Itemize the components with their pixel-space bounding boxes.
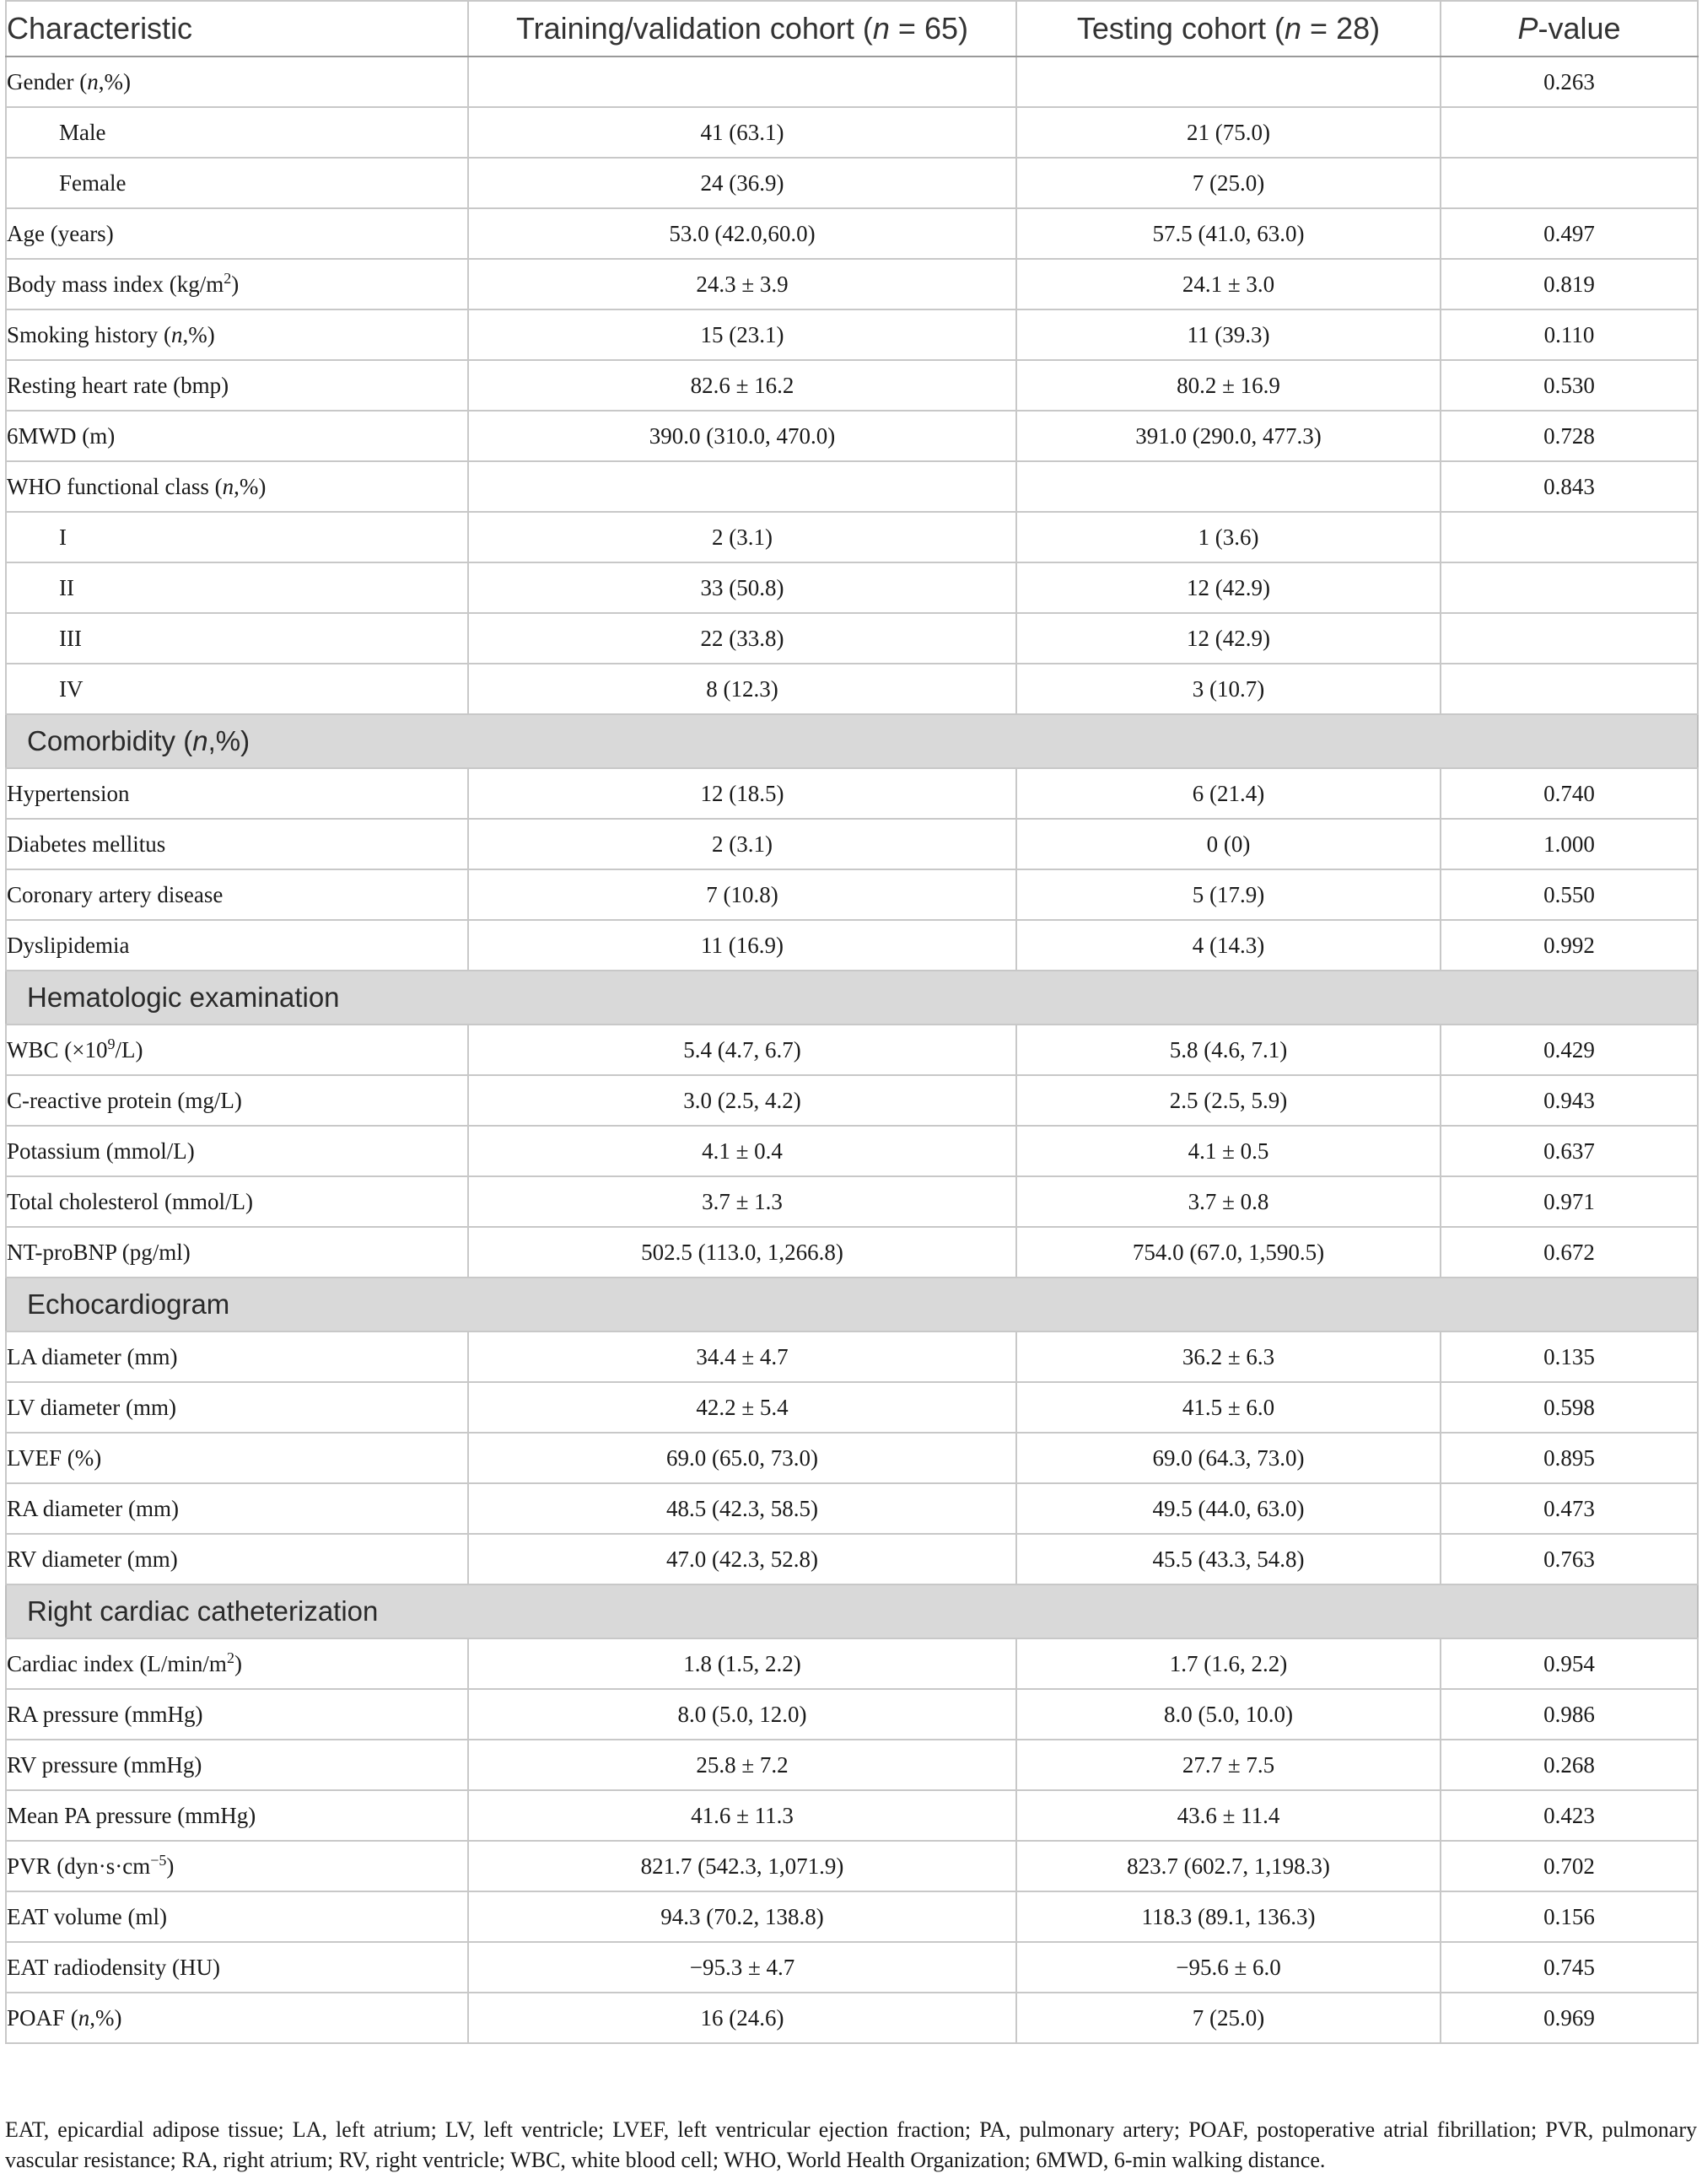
header-training-suffix: = 65) — [889, 11, 968, 46]
testing-cohort-cell: 5 (17.9) — [1016, 869, 1441, 920]
training-cohort-cell: 69.0 (65.0, 73.0) — [468, 1433, 1016, 1483]
header-training-n: n — [872, 11, 890, 46]
table-row — [6, 56, 1698, 107]
row-label-italic: n — [171, 321, 183, 347]
table-row — [6, 1483, 1698, 1534]
training-cohort-cell: 24.3 ± 3.9 — [468, 259, 1016, 309]
row-label-tail: ) — [231, 271, 240, 297]
testing-cohort-cell: 4.1 ± 0.5 — [1016, 1126, 1441, 1176]
row-label-tail: ,%) — [207, 725, 250, 756]
training-cohort-cell: 94.3 (70.2, 138.8) — [468, 1891, 1016, 1942]
p-value-cell: 0.637 — [1441, 1126, 1698, 1176]
p-value-cell: 0.497 — [1441, 208, 1698, 259]
p-value-cell: 0.971 — [1441, 1176, 1698, 1227]
training-cohort-cell: 34.4 ± 4.7 — [468, 1331, 1016, 1382]
row-label-text: Coronary artery disease — [7, 881, 224, 907]
p-value-cell — [1441, 562, 1698, 613]
testing-cohort-cell: 391.0 (290.0, 477.3) — [1016, 411, 1441, 461]
characteristic-cell — [6, 819, 468, 869]
characteristic-cell — [6, 1075, 468, 1126]
row-label-text: Age (years) — [7, 220, 114, 246]
characteristic-cell — [6, 158, 468, 208]
row-label-text: Echocardiogram — [27, 1288, 230, 1320]
training-cohort-cell: 8.0 (5.0, 12.0) — [468, 1689, 1016, 1740]
p-value-cell: 0.423 — [1441, 1790, 1698, 1841]
testing-cohort-cell: 6 (21.4) — [1016, 768, 1441, 819]
header-p-value — [1441, 1, 1698, 56]
training-cohort-cell: 5.4 (4.7, 6.7) — [468, 1025, 1016, 1075]
p-value-cell: 0.969 — [1441, 1993, 1698, 2043]
row-label-text: LA diameter (mm) — [7, 1343, 178, 1369]
characteristic-cell — [6, 1790, 468, 1841]
testing-cohort-cell: 5.8 (4.6, 7.1) — [1016, 1025, 1441, 1075]
row-label-text: Body mass index (kg/m — [7, 271, 224, 297]
row-label-text: EAT radiodensity (HU) — [7, 1954, 220, 1980]
testing-cohort-cell: 36.2 ± 6.3 — [1016, 1331, 1441, 1382]
testing-cohort-cell: 8.0 (5.0, 10.0) — [1016, 1689, 1441, 1740]
characteristic-cell — [6, 56, 468, 107]
table-row — [6, 1740, 1698, 1790]
training-cohort-cell: 2 (3.1) — [468, 512, 1016, 562]
table-subrow — [6, 107, 1698, 158]
p-value-cell: 0.943 — [1441, 1075, 1698, 1126]
training-cohort-cell: 15 (23.1) — [468, 309, 1016, 360]
row-label-italic: n — [87, 68, 99, 94]
row-label-italic: n — [222, 473, 234, 499]
p-value-cell: 0.819 — [1441, 259, 1698, 309]
training-cohort-cell: −95.3 ± 4.7 — [468, 1942, 1016, 1993]
table-row — [6, 208, 1698, 259]
characteristic-cell — [6, 309, 468, 360]
training-cohort-cell: 41 (63.1) — [468, 107, 1016, 158]
testing-cohort-cell: 3 (10.7) — [1016, 664, 1441, 714]
testing-cohort-cell: 3.7 ± 0.8 — [1016, 1176, 1441, 1227]
testing-cohort-cell — [1016, 56, 1441, 107]
section-header-row — [6, 971, 1698, 1025]
p-value-cell: 0.992 — [1441, 920, 1698, 971]
p-value-cell — [1441, 512, 1698, 562]
p-value-cell — [1441, 158, 1698, 208]
testing-cohort-cell: 57.5 (41.0, 63.0) — [1016, 208, 1441, 259]
table-row — [6, 1638, 1698, 1689]
p-value-cell: 0.986 — [1441, 1689, 1698, 1740]
training-cohort-cell: 3.0 (2.5, 4.2) — [468, 1075, 1016, 1126]
testing-cohort-cell: 12 (42.9) — [1016, 562, 1441, 613]
table-row — [6, 1993, 1698, 2043]
training-cohort-cell: 2 (3.1) — [468, 819, 1016, 869]
row-label-text: RV pressure (mmHg) — [7, 1751, 202, 1778]
training-cohort-cell: 25.8 ± 7.2 — [468, 1740, 1016, 1790]
table-row — [6, 768, 1698, 819]
header-p-italic: P — [1517, 11, 1538, 46]
row-label-text: Hypertension — [7, 780, 130, 806]
row-label-text: II — [59, 574, 74, 600]
header-row — [6, 1, 1698, 56]
row-label-text: Male — [59, 119, 106, 145]
row-label-text: Dyslipidemia — [7, 932, 130, 958]
row-label-tail: ,%) — [89, 2004, 122, 2031]
table-row — [6, 1025, 1698, 1075]
characteristic-cell — [6, 1841, 468, 1891]
testing-cohort-cell: 4 (14.3) — [1016, 920, 1441, 971]
training-cohort-cell: 1.8 (1.5, 2.2) — [468, 1638, 1016, 1689]
table-row — [6, 869, 1698, 920]
testing-cohort-cell — [1016, 461, 1441, 512]
training-cohort-cell: 7 (10.8) — [468, 869, 1016, 920]
table-row — [6, 819, 1698, 869]
row-label-tail: ) — [234, 1650, 242, 1676]
header-characteristic: Characteristic — [6, 1, 468, 56]
table-row — [6, 1942, 1698, 1993]
training-cohort-cell: 53.0 (42.0,60.0) — [468, 208, 1016, 259]
table-row — [6, 461, 1698, 512]
characteristic-cell — [6, 461, 468, 512]
table-row — [6, 1176, 1698, 1227]
training-cohort-cell: 821.7 (542.3, 1,071.9) — [468, 1841, 1016, 1891]
p-value-cell: 0.473 — [1441, 1483, 1698, 1534]
testing-cohort-cell: 7 (25.0) — [1016, 1993, 1441, 2043]
table-row — [6, 309, 1698, 360]
row-label-text: Total cholesterol (mmol/L) — [7, 1188, 254, 1214]
section-header-row — [6, 1584, 1698, 1638]
header-p-suffix: -value — [1538, 11, 1621, 46]
training-cohort-cell: 16 (24.6) — [468, 1993, 1016, 2043]
table-row — [6, 1891, 1698, 1942]
row-label-italic: n — [192, 725, 208, 756]
p-value-cell: 0.895 — [1441, 1433, 1698, 1483]
training-cohort-cell: 24 (36.9) — [468, 158, 1016, 208]
row-label-text: Comorbidity ( — [27, 725, 193, 756]
section-title — [6, 971, 1698, 1025]
testing-cohort-cell: 45.5 (43.3, 54.8) — [1016, 1534, 1441, 1584]
p-value-cell: 0.702 — [1441, 1841, 1698, 1891]
testing-cohort-cell: 1.7 (1.6, 2.2) — [1016, 1638, 1441, 1689]
row-label-text: Hematologic examination — [27, 982, 340, 1013]
table-row — [6, 1227, 1698, 1278]
training-cohort-cell: 33 (50.8) — [468, 562, 1016, 613]
characteristic-cell — [6, 920, 468, 971]
characteristic-cell — [6, 1891, 468, 1942]
row-label-text: RA diameter (mm) — [7, 1495, 179, 1521]
p-value-cell: 0.728 — [1441, 411, 1698, 461]
characteristic-cell — [6, 768, 468, 819]
row-label-superscript: −5 — [150, 1851, 167, 1869]
table-row — [6, 411, 1698, 461]
row-label-text: LV diameter (mm) — [7, 1394, 176, 1420]
row-label-tail: ,%) — [234, 473, 267, 499]
section-header-row — [6, 1278, 1698, 1331]
row-label-tail: /L) — [115, 1036, 143, 1062]
characteristic-cell — [6, 360, 468, 411]
header-testing-n: n — [1285, 11, 1302, 46]
characteristic-cell — [6, 1227, 468, 1278]
row-label-tail: ,%) — [98, 68, 131, 94]
table-subrow — [6, 613, 1698, 664]
table-row — [6, 1790, 1698, 1841]
testing-cohort-cell: 49.5 (44.0, 63.0) — [1016, 1483, 1441, 1534]
table-row — [6, 1382, 1698, 1433]
row-label-text: IV — [59, 675, 83, 702]
characteristic-cell — [6, 107, 468, 158]
testing-cohort-cell: 754.0 (67.0, 1,590.5) — [1016, 1227, 1441, 1278]
training-cohort-cell: 390.0 (310.0, 470.0) — [468, 411, 1016, 461]
characteristic-cell — [6, 562, 468, 613]
characteristic-cell — [6, 1025, 468, 1075]
testing-cohort-cell: −95.6 ± 6.0 — [1016, 1942, 1441, 1993]
row-label-text: RA pressure (mmHg) — [7, 1701, 203, 1727]
row-label-text: Potassium (mmol/L) — [7, 1138, 195, 1164]
p-value-cell: 0.263 — [1441, 56, 1698, 107]
p-value-cell: 0.598 — [1441, 1382, 1698, 1433]
training-cohort-cell: 4.1 ± 0.4 — [468, 1126, 1016, 1176]
testing-cohort-cell: 69.0 (64.3, 73.0) — [1016, 1433, 1441, 1483]
section-title — [6, 1584, 1698, 1638]
row-label-text: POAF ( — [7, 2004, 78, 2031]
row-label-text: NT-proBNP (pg/ml) — [7, 1239, 191, 1265]
p-value-cell: 0.429 — [1441, 1025, 1698, 1075]
row-label-text: Gender ( — [7, 68, 88, 94]
table-row — [6, 360, 1698, 411]
row-label-text: RV diameter (mm) — [7, 1546, 178, 1572]
p-value-cell: 0.110 — [1441, 309, 1698, 360]
table-subrow — [6, 664, 1698, 714]
characteristic-cell — [6, 1433, 468, 1483]
table-container — [5, 0, 1697, 2044]
table-subrow — [6, 512, 1698, 562]
characteristic-cell — [6, 411, 468, 461]
row-label-text: Resting heart rate (bmp) — [7, 372, 229, 398]
training-cohort-cell: 8 (12.3) — [468, 664, 1016, 714]
testing-cohort-cell: 0 (0) — [1016, 819, 1441, 869]
section-title — [6, 1278, 1698, 1331]
characteristic-cell — [6, 1382, 468, 1433]
row-label-text: WHO functional class ( — [7, 473, 223, 499]
p-value-cell: 1.000 — [1441, 819, 1698, 869]
header-testing-prefix: Testing cohort ( — [1076, 11, 1285, 46]
p-value-cell: 0.954 — [1441, 1638, 1698, 1689]
p-value-cell: 0.843 — [1441, 461, 1698, 512]
p-value-cell: 0.550 — [1441, 869, 1698, 920]
training-cohort-cell: 42.2 ± 5.4 — [468, 1382, 1016, 1433]
training-cohort-cell — [468, 56, 1016, 107]
characteristic-cell — [6, 208, 468, 259]
training-cohort-cell: 22 (33.8) — [468, 613, 1016, 664]
training-cohort-cell: 41.6 ± 11.3 — [468, 1790, 1016, 1841]
testing-cohort-cell: 7 (25.0) — [1016, 158, 1441, 208]
characteristic-cell — [6, 1331, 468, 1382]
row-label-tail: ) — [166, 1853, 175, 1879]
table-row — [6, 1331, 1698, 1382]
row-label-superscript: 2 — [224, 269, 232, 287]
characteristic-cell — [6, 1993, 468, 2043]
characteristic-cell — [6, 512, 468, 562]
characteristic-cell — [6, 869, 468, 920]
testing-cohort-cell: 80.2 ± 16.9 — [1016, 360, 1441, 411]
p-value-cell: 0.672 — [1441, 1227, 1698, 1278]
row-label-italic: n — [78, 2004, 90, 2031]
training-cohort-cell: 3.7 ± 1.3 — [468, 1176, 1016, 1227]
characteristic-cell — [6, 664, 468, 714]
row-label-text: Right cardiac catheterization — [27, 1595, 379, 1627]
section-header-row — [6, 714, 1698, 768]
section-title — [6, 714, 1698, 768]
row-label-text: I — [59, 524, 67, 550]
testing-cohort-cell: 24.1 ± 3.0 — [1016, 259, 1441, 309]
baseline-characteristics-table — [5, 0, 1699, 2044]
row-label-tail: ,%) — [182, 321, 215, 347]
testing-cohort-cell: 1 (3.6) — [1016, 512, 1441, 562]
training-cohort-cell: 48.5 (42.3, 58.5) — [468, 1483, 1016, 1534]
training-cohort-cell: 502.5 (113.0, 1,266.8) — [468, 1227, 1016, 1278]
testing-cohort-cell: 823.7 (602.7, 1,198.3) — [1016, 1841, 1441, 1891]
row-label-text: C-reactive protein (mg/L) — [7, 1087, 242, 1113]
p-value-cell: 0.135 — [1441, 1331, 1698, 1382]
characteristic-cell — [6, 259, 468, 309]
characteristic-cell — [6, 1534, 468, 1584]
header-training-cohort — [468, 1, 1016, 56]
p-value-cell: 0.740 — [1441, 768, 1698, 819]
testing-cohort-cell: 12 (42.9) — [1016, 613, 1441, 664]
row-label-text: 6MWD (m) — [7, 422, 116, 449]
row-label-text: Cardiac index (L/min/m — [7, 1650, 227, 1676]
row-label-text: Mean PA pressure (mmHg) — [7, 1802, 256, 1828]
row-label-superscript: 9 — [107, 1035, 116, 1052]
row-label-text: Female — [59, 169, 127, 196]
row-label-text: Diabetes mellitus — [7, 831, 166, 857]
table-row — [6, 1534, 1698, 1584]
row-label-text: WBC (×10 — [7, 1036, 108, 1062]
training-cohort-cell: 12 (18.5) — [468, 768, 1016, 819]
table-subrow — [6, 158, 1698, 208]
characteristic-cell — [6, 613, 468, 664]
characteristic-cell — [6, 1689, 468, 1740]
characteristic-cell — [6, 1740, 468, 1790]
table-row — [6, 920, 1698, 971]
training-cohort-cell: 82.6 ± 16.2 — [468, 360, 1016, 411]
p-value-cell: 0.763 — [1441, 1534, 1698, 1584]
p-value-cell: 0.268 — [1441, 1740, 1698, 1790]
testing-cohort-cell: 2.5 (2.5, 5.9) — [1016, 1075, 1441, 1126]
row-label-text: LVEF (%) — [7, 1444, 102, 1471]
p-value-cell — [1441, 613, 1698, 664]
table-row — [6, 1126, 1698, 1176]
table-row — [6, 1841, 1698, 1891]
p-value-cell — [1441, 107, 1698, 158]
testing-cohort-cell: 118.3 (89.1, 136.3) — [1016, 1891, 1441, 1942]
characteristic-cell — [6, 1176, 468, 1227]
table-row — [6, 1433, 1698, 1483]
row-label-text: EAT volume (ml) — [7, 1903, 167, 1929]
p-value-cell — [1441, 664, 1698, 714]
characteristic-cell — [6, 1942, 468, 1993]
row-label-text: Smoking history ( — [7, 321, 172, 347]
p-value-cell: 0.530 — [1441, 360, 1698, 411]
row-label-text: III — [59, 625, 82, 651]
testing-cohort-cell: 21 (75.0) — [1016, 107, 1441, 158]
table-body — [6, 56, 1698, 2043]
p-value-cell: 0.156 — [1441, 1891, 1698, 1942]
characteristic-cell — [6, 1483, 468, 1534]
characteristic-cell — [6, 1126, 468, 1176]
training-cohort-cell: 11 (16.9) — [468, 920, 1016, 971]
table-row — [6, 1075, 1698, 1126]
p-value-cell: 0.745 — [1441, 1942, 1698, 1993]
testing-cohort-cell: 27.7 ± 7.5 — [1016, 1740, 1441, 1790]
table-row — [6, 1689, 1698, 1740]
testing-cohort-cell: 11 (39.3) — [1016, 309, 1441, 360]
header-testing-suffix: = 28) — [1301, 11, 1381, 46]
table-row — [6, 259, 1698, 309]
table-subrow — [6, 562, 1698, 613]
header-testing-cohort — [1016, 1, 1441, 56]
table-footnote: EAT, epicardial adipose tissue; LA, left atrium; LV, left ventricle; LVEF, left ventricular ejection fraction; PA, pulmonary artery; POAF, postoperative atrial fibrillation; PVR, pulmonary vascular resistance; RA, right atrium; RV, right ventricle; WBC, white blood cell; WHO, World Health Organization; 6MWD, 6-min walking distance. — [5, 2117, 1697, 2172]
header-training-prefix: Training/validation cohort ( — [516, 11, 873, 46]
characteristic-cell — [6, 1638, 468, 1689]
training-cohort-cell — [468, 461, 1016, 512]
row-label-superscript: 2 — [226, 1649, 234, 1666]
testing-cohort-cell: 43.6 ± 11.4 — [1016, 1790, 1441, 1841]
row-label-text: PVR (dyn·s·cm — [7, 1853, 151, 1879]
testing-cohort-cell: 41.5 ± 6.0 — [1016, 1382, 1441, 1433]
training-cohort-cell: 47.0 (42.3, 52.8) — [468, 1534, 1016, 1584]
